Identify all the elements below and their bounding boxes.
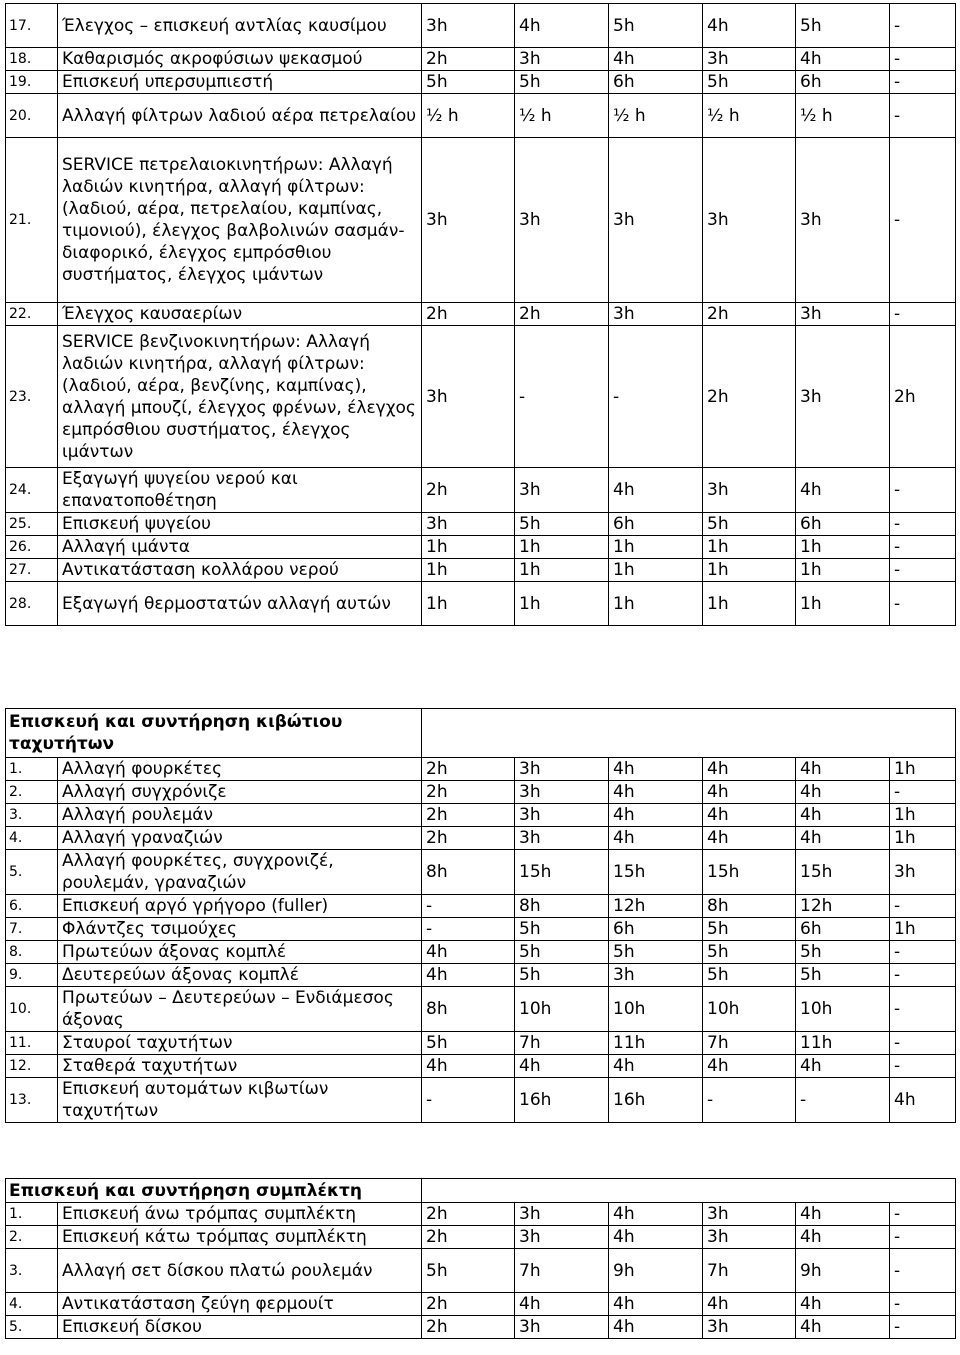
hours-cell: - — [890, 941, 956, 964]
hours-cell: 3h — [796, 303, 890, 326]
hours-cell: - — [796, 1078, 890, 1123]
hours-cell: 4h — [796, 1055, 890, 1078]
row-number: 22. — [6, 303, 58, 326]
hours-cell: 3h — [515, 781, 609, 804]
table-row — [6, 468, 956, 513]
row-number: 8. — [6, 941, 58, 964]
hours-cell: 3h — [609, 303, 703, 326]
hours-cell: 2h — [422, 827, 515, 850]
hours-cell: 1h — [890, 918, 956, 941]
hours-cell: 3h — [703, 1316, 796, 1339]
hours-cell: 8h — [703, 895, 796, 918]
row-number: 5. — [6, 850, 58, 895]
hours-cell: 1h — [515, 536, 609, 559]
hours-cell: - — [890, 559, 956, 582]
hours-cell: 4h — [422, 1055, 515, 1078]
row-number: 3. — [6, 804, 58, 827]
hours-cell: 4h — [515, 1055, 609, 1078]
row-number: 23. — [6, 326, 58, 468]
hours-cell: 3h — [422, 138, 515, 303]
hours-cell: 3h — [890, 850, 956, 895]
row-number: 2. — [6, 781, 58, 804]
hours-cell: 2h — [422, 804, 515, 827]
hours-cell: - — [890, 964, 956, 987]
hours-cell: 8h — [422, 850, 515, 895]
hours-cell: 2h — [422, 1203, 515, 1226]
gearbox-tasks-table — [5, 708, 956, 1123]
hours-cell: 4h — [609, 781, 703, 804]
hours-cell: 5h — [703, 964, 796, 987]
section-title-filler — [422, 1179, 956, 1203]
hours-cell: 5h — [422, 71, 515, 94]
table-row — [6, 94, 956, 138]
hours-cell: 4h — [422, 941, 515, 964]
hours-cell: 2h — [422, 1316, 515, 1339]
table-row — [6, 987, 956, 1032]
hours-cell: 5h — [796, 4, 890, 48]
task-description: Καθαρισμός ακροφύσιων ψεκασμού — [58, 48, 422, 71]
hours-cell: 5h — [703, 71, 796, 94]
row-number: 26. — [6, 536, 58, 559]
task-description: Αλλαγή ιμάντα — [58, 536, 422, 559]
hours-cell: 16h — [515, 1078, 609, 1123]
hours-cell: 2h — [422, 48, 515, 71]
hours-cell: - — [422, 1078, 515, 1123]
hours-cell: ½ h — [422, 94, 515, 138]
row-number: 12. — [6, 1055, 58, 1078]
hours-cell: 3h — [609, 138, 703, 303]
hours-cell: 4h — [796, 827, 890, 850]
hours-cell: 5h — [703, 941, 796, 964]
task-description: Αλλαγή σετ δίσκου πλατώ ρουλεμάν — [58, 1249, 422, 1293]
hours-cell: 1h — [890, 804, 956, 827]
table-row — [6, 850, 956, 895]
row-number: 3. — [6, 1249, 58, 1293]
hours-cell: 4h — [796, 468, 890, 513]
hours-cell: 11h — [796, 1032, 890, 1055]
hours-cell: 12h — [609, 895, 703, 918]
hours-cell: 1h — [890, 827, 956, 850]
hours-cell: - — [890, 468, 956, 513]
task-description: Πρωτεύων – Δευτερεύων – Ενδιάμεσος άξονας — [58, 987, 422, 1032]
hours-cell: 1h — [796, 582, 890, 626]
table-row — [6, 781, 956, 804]
hours-cell: ½ h — [703, 94, 796, 138]
hours-cell: 4h — [609, 1293, 703, 1316]
hours-cell: 3h — [703, 468, 796, 513]
task-description: Επισκευή υπερσυμπιεστή — [58, 71, 422, 94]
hours-cell: 4h — [515, 4, 609, 48]
hours-cell: 1h — [703, 559, 796, 582]
task-description: Αλλαγή φουρκέτες — [58, 758, 422, 781]
task-description: SERVICE βενζινοκινητήρων: Αλλαγή λαδιών κινητήρα, αλλαγή φίλτρων: (λαδιού, αέρα, βενζίνης, καμπίνας), αλλαγή μπουζί, έλεγχος φρένων, έλεγχος εμπρόσθιου συστήματος, έλεγχος ιμάντων — [58, 326, 422, 468]
hours-cell: 2h — [422, 781, 515, 804]
hours-cell: 1h — [796, 559, 890, 582]
table-row — [6, 559, 956, 582]
row-number: 18. — [6, 48, 58, 71]
hours-cell: 3h — [422, 4, 515, 48]
hours-cell: 4h — [609, 758, 703, 781]
hours-cell: 2h — [422, 468, 515, 513]
hours-cell: - — [890, 987, 956, 1032]
hours-cell: 4h — [703, 4, 796, 48]
hours-cell: 3h — [703, 48, 796, 71]
hours-cell: 15h — [796, 850, 890, 895]
hours-cell: - — [890, 582, 956, 626]
hours-cell: 1h — [422, 536, 515, 559]
hours-cell: 1h — [703, 536, 796, 559]
hours-cell: - — [890, 1226, 956, 1249]
table-row — [6, 4, 956, 48]
hours-cell: 7h — [703, 1032, 796, 1055]
hours-cell: 11h — [609, 1032, 703, 1055]
hours-cell: 4h — [703, 1293, 796, 1316]
task-description: Επισκευή ψυγείου — [58, 513, 422, 536]
task-description: Αλλαγή ρουλεμάν — [58, 804, 422, 827]
hours-cell: 4h — [703, 827, 796, 850]
hours-cell: - — [890, 1293, 956, 1316]
hours-cell: ½ h — [796, 94, 890, 138]
hours-cell: 4h — [796, 1203, 890, 1226]
task-description: Αλλαγή συγχρόνιζε — [58, 781, 422, 804]
hours-cell: 8h — [515, 895, 609, 918]
hours-cell: - — [890, 1055, 956, 1078]
hours-cell: 10h — [703, 987, 796, 1032]
hours-cell: 7h — [515, 1249, 609, 1293]
hours-cell: 5h — [422, 1249, 515, 1293]
task-description: Επισκευή κάτω τρόμπας συμπλέκτη — [58, 1226, 422, 1249]
hours-cell: 3h — [703, 1226, 796, 1249]
hours-cell: 15h — [703, 850, 796, 895]
hours-cell: 3h — [703, 138, 796, 303]
task-description: Επισκευή άνω τρόμπας συμπλέκτη — [58, 1203, 422, 1226]
table-row — [6, 513, 956, 536]
row-number: 24. — [6, 468, 58, 513]
hours-cell: 5h — [703, 513, 796, 536]
hours-cell: - — [422, 895, 515, 918]
hours-cell: 1h — [515, 582, 609, 626]
hours-cell: 5h — [515, 941, 609, 964]
hours-cell: 15h — [515, 850, 609, 895]
hours-cell: - — [890, 94, 956, 138]
table-row — [6, 303, 956, 326]
row-number: 25. — [6, 513, 58, 536]
hours-cell: - — [890, 303, 956, 326]
hours-cell: - — [890, 1316, 956, 1339]
table-row — [6, 138, 956, 303]
hours-cell: 4h — [796, 758, 890, 781]
hours-cell: 4h — [422, 964, 515, 987]
table-row — [6, 1249, 956, 1293]
hours-cell: 2h — [422, 303, 515, 326]
hours-cell: 4h — [609, 1203, 703, 1226]
hours-cell: 12h — [796, 895, 890, 918]
hours-cell: 3h — [422, 326, 515, 468]
hours-cell: - — [890, 781, 956, 804]
row-number: 9. — [6, 964, 58, 987]
hours-cell: 7h — [515, 1032, 609, 1055]
hours-cell: 1h — [515, 559, 609, 582]
hours-cell: 1h — [890, 758, 956, 781]
hours-cell: ½ h — [609, 94, 703, 138]
hours-cell: 1h — [422, 559, 515, 582]
hours-cell: 4h — [515, 1293, 609, 1316]
row-number: 13. — [6, 1078, 58, 1123]
table-row — [6, 918, 956, 941]
hours-cell: 1h — [609, 559, 703, 582]
hours-cell: 3h — [515, 468, 609, 513]
row-number: 1. — [6, 758, 58, 781]
hours-cell: 4h — [703, 781, 796, 804]
hours-cell: 4h — [796, 1226, 890, 1249]
task-description: Έλεγχος καυσαερίων — [58, 303, 422, 326]
engine-tasks-table — [5, 3, 956, 626]
table-row — [6, 827, 956, 850]
hours-cell: 4h — [796, 804, 890, 827]
hours-cell: 2h — [703, 326, 796, 468]
table-row — [6, 1293, 956, 1316]
task-description: Έλεγχος – επισκευή αντλίας καυσίμου — [58, 4, 422, 48]
task-description: Αλλαγή γραναζιών — [58, 827, 422, 850]
row-number: 10. — [6, 987, 58, 1032]
hours-cell: - — [890, 1249, 956, 1293]
hours-cell: - — [890, 536, 956, 559]
row-number: 21. — [6, 138, 58, 303]
hours-cell: 3h — [515, 804, 609, 827]
hours-cell: - — [890, 48, 956, 71]
hours-cell: 10h — [796, 987, 890, 1032]
table-row — [6, 1203, 956, 1226]
hours-cell: 2h — [422, 1226, 515, 1249]
hours-cell: 4h — [703, 1055, 796, 1078]
hours-cell: 4h — [609, 468, 703, 513]
section-title-gearbox: Επισκευή και συντήρηση κιβώτιου ταχυτήτων — [6, 709, 422, 758]
hours-cell: 1h — [422, 582, 515, 626]
hours-cell: - — [703, 1078, 796, 1123]
hours-cell: 1h — [609, 536, 703, 559]
table-row — [6, 582, 956, 626]
row-number: 27. — [6, 559, 58, 582]
task-description: Αντικατάσταση κολλάρου νερού — [58, 559, 422, 582]
row-number: 7. — [6, 918, 58, 941]
clutch-tasks-table — [5, 1178, 956, 1339]
hours-cell: 4h — [796, 1293, 890, 1316]
hours-cell: 3h — [515, 827, 609, 850]
hours-cell: 5h — [515, 513, 609, 536]
task-description: Αντικατάσταση ζεύγη φερμουίτ — [58, 1293, 422, 1316]
hours-cell: 4h — [609, 827, 703, 850]
hours-cell: 4h — [796, 781, 890, 804]
hours-cell: 4h — [703, 758, 796, 781]
row-number: 20. — [6, 94, 58, 138]
hours-cell: 7h — [703, 1249, 796, 1293]
hours-cell: 3h — [515, 1226, 609, 1249]
table-row — [6, 326, 956, 468]
hours-cell: 6h — [796, 918, 890, 941]
row-number: 19. — [6, 71, 58, 94]
table-row — [6, 1226, 956, 1249]
hours-cell: 2h — [890, 326, 956, 468]
hours-cell: 6h — [796, 513, 890, 536]
hours-cell: - — [515, 326, 609, 468]
hours-cell: 5h — [609, 4, 703, 48]
task-description: Εξαγωγή θερμοστατών αλλαγή αυτών — [58, 582, 422, 626]
task-description: Επισκευή δίσκου — [58, 1316, 422, 1339]
hours-cell: - — [890, 71, 956, 94]
hours-cell: 4h — [609, 1316, 703, 1339]
row-number: 4. — [6, 827, 58, 850]
hours-cell: 5h — [796, 964, 890, 987]
hours-cell: 3h — [515, 138, 609, 303]
hours-cell: 2h — [422, 1293, 515, 1316]
hours-cell: 1h — [609, 582, 703, 626]
row-number: 5. — [6, 1316, 58, 1339]
table-row — [6, 1078, 956, 1123]
task-description: Σταθερά ταχυτήτων — [58, 1055, 422, 1078]
hours-cell: 6h — [609, 918, 703, 941]
row-number: 11. — [6, 1032, 58, 1055]
table-row — [6, 1032, 956, 1055]
hours-cell: 6h — [796, 71, 890, 94]
hours-cell: 3h — [515, 48, 609, 71]
hours-cell: 3h — [515, 1316, 609, 1339]
hours-cell: - — [890, 1203, 956, 1226]
task-description: Αλλαγή φίλτρων λαδιού αέρα πετρελαίου — [58, 94, 422, 138]
hours-cell: 4h — [703, 804, 796, 827]
hours-cell: 3h — [515, 1203, 609, 1226]
hours-cell: - — [890, 138, 956, 303]
hours-cell: 5h — [515, 71, 609, 94]
task-description: Πρωτεύων άξονας κομπλέ — [58, 941, 422, 964]
row-number: 17. — [6, 4, 58, 48]
hours-cell: 10h — [609, 987, 703, 1032]
section-title-filler — [422, 709, 956, 758]
hours-cell: 3h — [515, 758, 609, 781]
hours-cell: 2h — [422, 758, 515, 781]
hours-cell: 3h — [609, 964, 703, 987]
task-description: Φλάντζες τσιμούχες — [58, 918, 422, 941]
hours-cell: - — [890, 4, 956, 48]
table-row — [6, 71, 956, 94]
hours-cell: ½ h — [515, 94, 609, 138]
hours-cell: - — [890, 1032, 956, 1055]
hours-cell: - — [890, 513, 956, 536]
hours-cell: - — [890, 895, 956, 918]
table-row — [6, 536, 956, 559]
hours-cell: 9h — [609, 1249, 703, 1293]
hours-cell: 3h — [422, 513, 515, 536]
hours-cell: 1h — [703, 582, 796, 626]
task-description: Δευτερεύων άξονας κομπλέ — [58, 964, 422, 987]
hours-cell: 16h — [609, 1078, 703, 1123]
hours-cell: 6h — [609, 71, 703, 94]
hours-cell: 8h — [422, 987, 515, 1032]
hours-cell: 4h — [609, 804, 703, 827]
section-title-clutch: Επισκευή και συντήρηση συμπλέκτη — [6, 1179, 422, 1203]
hours-cell: 10h — [515, 987, 609, 1032]
hours-cell: 1h — [796, 536, 890, 559]
hours-cell: 4h — [609, 1055, 703, 1078]
hours-cell: 5h — [515, 918, 609, 941]
hours-cell: 9h — [796, 1249, 890, 1293]
hours-cell: 3h — [796, 138, 890, 303]
hours-cell: 4h — [609, 48, 703, 71]
table-row — [6, 804, 956, 827]
table-row — [6, 758, 956, 781]
table-row — [6, 964, 956, 987]
hours-cell: 6h — [609, 513, 703, 536]
table-row — [6, 1055, 956, 1078]
hours-cell: 2h — [515, 303, 609, 326]
hours-cell: 4h — [796, 1316, 890, 1339]
table-row — [6, 895, 956, 918]
hours-cell: 4h — [609, 1226, 703, 1249]
hours-cell: - — [422, 918, 515, 941]
row-number: 1. — [6, 1203, 58, 1226]
row-number: 28. — [6, 582, 58, 626]
row-number: 4. — [6, 1293, 58, 1316]
hours-cell: 15h — [609, 850, 703, 895]
hours-cell: 3h — [703, 1203, 796, 1226]
hours-cell: 5h — [703, 918, 796, 941]
task-description: Εξαγωγή ψυγείου νερού και επανατοποθέτηση — [58, 468, 422, 513]
hours-cell: 4h — [890, 1078, 956, 1123]
table-row — [6, 1316, 956, 1339]
hours-cell: 4h — [796, 48, 890, 71]
task-description: Επισκευή αργό γρήγορο (fuller) — [58, 895, 422, 918]
hours-cell: 5h — [422, 1032, 515, 1055]
table-row — [6, 48, 956, 71]
hours-cell: 5h — [609, 941, 703, 964]
hours-cell: - — [609, 326, 703, 468]
hours-cell: 3h — [796, 326, 890, 468]
row-number: 2. — [6, 1226, 58, 1249]
table-row — [6, 941, 956, 964]
task-description: Επισκευή αυτομάτων κιβωτίων ταχυτήτων — [58, 1078, 422, 1123]
task-description: Αλλαγή φουρκέτες, συγχρονιζέ, ρουλεμάν, γραναζιών — [58, 850, 422, 895]
hours-cell: 5h — [796, 941, 890, 964]
task-description: Σταυροί ταχυτήτων — [58, 1032, 422, 1055]
row-number: 6. — [6, 895, 58, 918]
hours-cell: 5h — [515, 964, 609, 987]
hours-cell: 2h — [703, 303, 796, 326]
task-description: SERVICE πετρελαιοκινητήρων: Αλλαγή λαδιών κινητήρα, αλλαγή φίλτρων: (λαδιού, αέρα, πετρελαίου, καμπίνας, τιμονιού), έλεγχος βαλβολινών σασμάν-διαφορικό, έλεγχος εμπρόσθιου συστήματος, έλεγχος ιμάντων — [58, 138, 422, 303]
